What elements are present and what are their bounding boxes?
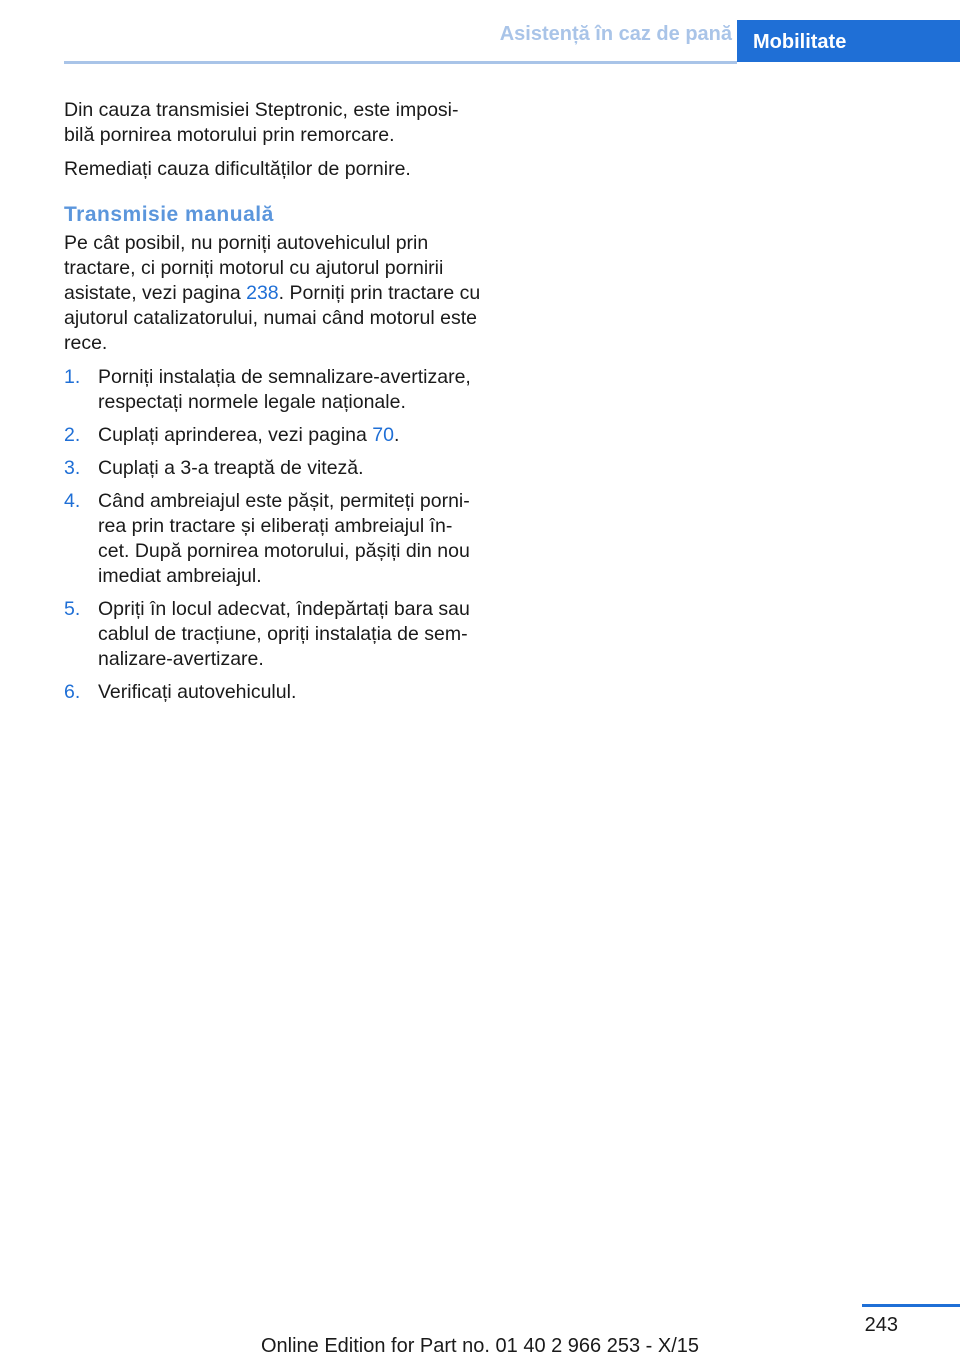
step-number: 5. [64,598,81,620]
page-content [64,98,482,713]
list-item [64,456,482,481]
step-text: Verificați autovehiculul. [98,681,297,703]
list-item [64,423,482,448]
chapter-tab: Mobilitate [737,20,960,62]
step-text: Opriți în locul adecvat, îndepărtați bara sau cablul de tracțiune, opriți instalația de sem-nalizare-avertizare. [98,598,470,670]
step-text: Când ambreiajul este pășit, permiteți porni-rea prin tractare și eliberați ambreiajul în-cet. După pornirea motorului, pășiți din nou imediat ambreiajul. [98,490,470,587]
step-number: 3. [64,457,81,479]
section-heading: Transmisie manuală [64,203,274,226]
intro-paragraph: Remediați cauza dificultăților de pornire. [64,158,411,180]
step-number: 6. [64,681,81,703]
paragraph-text: . Porniți prin tractare cu ajutorul catalizatorului, numai când motorul este rece. [64,282,481,354]
steps-list [64,365,482,705]
step-number: 4. [64,490,81,512]
intro-paragraph: Din cauza transmisiei Steptronic, este imposi-bilă pornirea motorului prin remorcare. [64,99,459,146]
edition-footer: Online Edition for Part no. 01 40 2 966 253 - X/15 [260,1335,700,1357]
header-divider [64,61,737,64]
step-text: . [393,424,400,446]
list-item [64,680,482,705]
page-reference-link[interactable]: 70 [372,424,394,446]
page-number-divider [862,1304,960,1307]
paragraph-text: Pe cât posibil, nu porniți autovehiculul prin tractare, ci porniți motorul cu ajutorul pornirii asistate, vezi pagina [64,232,444,304]
step-number: 2. [64,424,81,446]
section-paragraph [64,231,482,356]
page-number: 243 [864,1314,898,1336]
step-number: 1. [64,366,81,388]
section-title: Asistență în caz de pană [499,23,732,45]
list-item [64,365,482,415]
step-text: Porniți instalația de semnalizare-avertizare, respectați normele legale naționale. [98,366,471,413]
list-item [64,489,482,589]
step-text: Cuplați aprinderea, vezi pagina [98,424,373,446]
step-text: Cuplați a 3-a treaptă de viteză. [98,457,364,479]
list-item [64,597,482,672]
page-reference-link[interactable]: 238 [246,282,279,304]
